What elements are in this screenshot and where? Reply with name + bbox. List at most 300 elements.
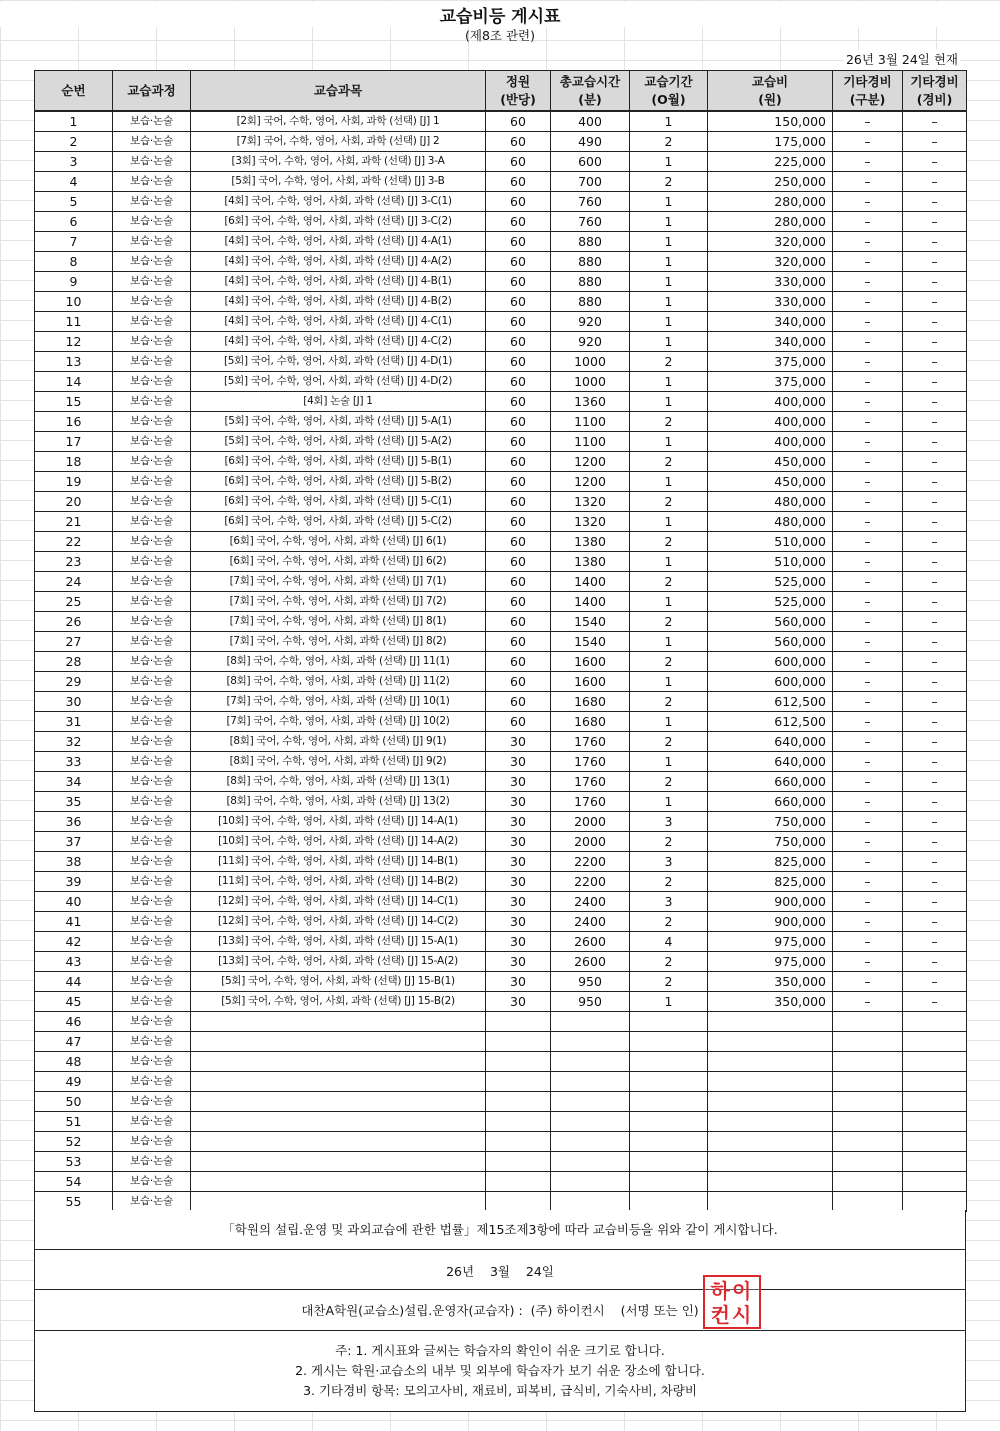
table-row (35, 692, 967, 712)
extra-type-value: – (833, 372, 903, 392)
course-name: 보습·논술 (113, 492, 191, 512)
fee-value: 450,000 (708, 452, 833, 472)
hours-value: 2400 (551, 912, 630, 932)
extra-type-value (833, 1112, 903, 1132)
operator-signature-line: 대찬A학원(교습소)설립.운영자(교습자) : (주) 하이컨시 (서명 또는 인) (301, 1303, 699, 1318)
course-name: 보습·논술 (113, 1032, 191, 1052)
course-name: 보습·논술 (113, 132, 191, 152)
period-value: 1 (630, 512, 708, 532)
hours-value: 1680 (551, 692, 630, 712)
subject-name: [10회] 국어, 수학, 영어, 사회, 과학 (선택) [J] 14-A(1) (191, 812, 486, 832)
capacity-value: 60 (486, 212, 551, 232)
row-number: 35 (35, 792, 113, 812)
footer-divider (35, 1289, 965, 1290)
extra-cost-value: – (903, 992, 967, 1012)
hours-value: 920 (551, 312, 630, 332)
course-name: 보습·논술 (113, 572, 191, 592)
period-value: 3 (630, 812, 708, 832)
fee-value: 900,000 (708, 912, 833, 932)
capacity-value (486, 1112, 551, 1132)
row-number: 49 (35, 1072, 113, 1092)
fee-value (708, 1012, 833, 1032)
subject-name: [6회] 국어, 수학, 영어, 사회, 과학 (선택) [J] 6(1) (191, 532, 486, 552)
hours-value (551, 1032, 630, 1052)
course-name: 보습·논술 (113, 672, 191, 692)
table-row (35, 572, 967, 592)
subject-name: [8회] 국어, 수학, 영어, 사회, 과학 (선택) [J] 13(2) (191, 792, 486, 812)
row-number: 45 (35, 992, 113, 1012)
footer-divider (35, 1330, 965, 1331)
course-name: 보습·논술 (113, 352, 191, 372)
period-value: 1 (630, 472, 708, 492)
extra-type-value: – (833, 532, 903, 552)
hours-value (551, 1092, 630, 1112)
table-row (35, 352, 967, 372)
subject-name: [6회] 국어, 수학, 영어, 사회, 과학 (선택) [J] 6(2) (191, 552, 486, 572)
extra-type-value: – (833, 392, 903, 412)
course-name: 보습·논술 (113, 192, 191, 212)
fee-value: 600,000 (708, 652, 833, 672)
subject-name (191, 1052, 486, 1072)
period-value: 2 (630, 732, 708, 752)
extra-cost-value: – (903, 392, 967, 412)
capacity-value: 60 (486, 672, 551, 692)
fee-value: 350,000 (708, 992, 833, 1012)
hours-value: 1760 (551, 772, 630, 792)
extra-type-value: – (833, 772, 903, 792)
subject-name: [5회] 국어, 수학, 영어, 사회, 과학 (선택) [J] 15-B(2) (191, 992, 486, 1012)
row-number: 11 (35, 312, 113, 332)
col-header-subject: 교습과목 (191, 71, 486, 112)
course-name: 보습·논술 (113, 812, 191, 832)
extra-cost-value: – (903, 312, 967, 332)
extra-cost-value: – (903, 692, 967, 712)
hours-value: 1320 (551, 492, 630, 512)
fee-value: 350,000 (708, 972, 833, 992)
course-name: 보습·논술 (113, 1132, 191, 1152)
extra-cost-value: – (903, 212, 967, 232)
extra-cost-value (903, 1072, 967, 1092)
row-number: 53 (35, 1152, 113, 1172)
extra-cost-value: – (903, 252, 967, 272)
subject-name: [3회] 국어, 수학, 영어, 사회, 과학 (선택) [J] 3-A (191, 152, 486, 172)
subject-name: [11회] 국어, 수학, 영어, 사회, 과학 (선택) [J] 14-B(1) (191, 852, 486, 872)
extra-type-value (833, 1072, 903, 1092)
table-row (35, 212, 967, 232)
course-name: 보습·논술 (113, 1052, 191, 1072)
table-row-empty (35, 1192, 967, 1212)
extra-type-value: – (833, 712, 903, 732)
extra-type-value: – (833, 452, 903, 472)
extra-type-value (833, 1092, 903, 1112)
period-value: 1 (630, 432, 708, 452)
course-name: 보습·논술 (113, 1172, 191, 1192)
extra-cost-value: – (903, 792, 967, 812)
subject-name: [4회] 국어, 수학, 영어, 사회, 과학 (선택) [J] 4-C(1) (191, 312, 486, 332)
extra-cost-value: – (903, 332, 967, 352)
extra-cost-value: – (903, 512, 967, 532)
subject-name: [6회] 국어, 수학, 영어, 사회, 과학 (선택) [J] 5-C(1) (191, 492, 486, 512)
period-value: 2 (630, 872, 708, 892)
extra-cost-value: – (903, 372, 967, 392)
capacity-value: 60 (486, 252, 551, 272)
fee-value (708, 1032, 833, 1052)
subject-name: [12회] 국어, 수학, 영어, 사회, 과학 (선택) [J] 14-C(2) (191, 912, 486, 932)
capacity-value (486, 1192, 551, 1212)
table-row (35, 392, 967, 412)
capacity-value: 30 (486, 792, 551, 812)
period-value: 2 (630, 612, 708, 632)
extra-type-value: – (833, 172, 903, 192)
course-name: 보습·논술 (113, 772, 191, 792)
fee-value: 480,000 (708, 512, 833, 532)
extra-type-value: – (833, 252, 903, 272)
extra-type-value: – (833, 132, 903, 152)
course-name: 보습·논술 (113, 172, 191, 192)
hours-value: 1540 (551, 612, 630, 632)
capacity-value: 30 (486, 752, 551, 772)
period-value: 1 (630, 552, 708, 572)
capacity-value: 30 (486, 772, 551, 792)
table-body (35, 111, 967, 1212)
hours-value: 1100 (551, 432, 630, 452)
hours-value: 2200 (551, 852, 630, 872)
capacity-value: 30 (486, 812, 551, 832)
extra-type-value: – (833, 412, 903, 432)
extra-cost-value: – (903, 292, 967, 312)
hours-value (551, 1152, 630, 1172)
capacity-value: 30 (486, 972, 551, 992)
table-row (35, 972, 967, 992)
capacity-value: 60 (486, 512, 551, 532)
extra-cost-value (903, 1172, 967, 1192)
subject-name: [4회] 국어, 수학, 영어, 사회, 과학 (선택) [J] 3-C(1) (191, 192, 486, 212)
capacity-value: 60 (486, 372, 551, 392)
table-row (35, 992, 967, 1012)
col-header-extra-type: 기타경비 (구분) (833, 71, 903, 112)
table-row-empty (35, 1052, 967, 1072)
fee-value: 320,000 (708, 232, 833, 252)
capacity-value: 60 (486, 111, 551, 132)
period-value (630, 1172, 708, 1192)
subject-name: [8회] 국어, 수학, 영어, 사회, 과학 (선택) [J] 13(1) (191, 772, 486, 792)
hours-value: 880 (551, 272, 630, 292)
table-row (35, 732, 967, 752)
fee-value: 612,500 (708, 712, 833, 732)
extra-cost-value: – (903, 132, 967, 152)
extra-cost-value: – (903, 152, 967, 172)
row-number: 19 (35, 472, 113, 492)
extra-type-value: – (833, 312, 903, 332)
subject-name: [7회] 국어, 수학, 영어, 사회, 과학 (선택) [J] 7(1) (191, 572, 486, 592)
table-row (35, 812, 967, 832)
extra-type-value: – (833, 872, 903, 892)
col-header-course: 교습과정 (113, 71, 191, 112)
table-row (35, 252, 967, 272)
table-row (35, 892, 967, 912)
capacity-value: 60 (486, 692, 551, 712)
as-of-date: 26년 3월 24일 현재 (845, 52, 958, 67)
row-number: 43 (35, 952, 113, 972)
fee-value (708, 1172, 833, 1192)
fee-value (708, 1112, 833, 1132)
extra-cost-value: – (903, 672, 967, 692)
extra-type-value: – (833, 332, 903, 352)
period-value (630, 1012, 708, 1032)
course-name: 보습·논술 (113, 692, 191, 712)
row-number: 23 (35, 552, 113, 572)
table-row (35, 292, 967, 312)
period-value: 2 (630, 972, 708, 992)
capacity-value (486, 1032, 551, 1052)
period-value: 1 (630, 792, 708, 812)
subject-name: [11회] 국어, 수학, 영어, 사회, 과학 (선택) [J] 14-B(2) (191, 872, 486, 892)
table-row-empty (35, 1012, 967, 1032)
period-value: 2 (630, 692, 708, 712)
period-value: 1 (630, 212, 708, 232)
hours-value: 2200 (551, 872, 630, 892)
hours-value (551, 1012, 630, 1032)
hours-value: 1380 (551, 532, 630, 552)
law-statement: 「학원의 설립.운영 및 과외교습에 관한 법률」제15조제3항에 따라 교습비등을 위와 같이 게시합니다. (222, 1222, 778, 1237)
course-name: 보습·논술 (113, 232, 191, 252)
capacity-value (486, 1052, 551, 1072)
col-header-period: 교습기간 (O월) (630, 71, 708, 112)
extra-cost-value (903, 1112, 967, 1132)
period-value (630, 1192, 708, 1212)
subject-name (191, 1012, 486, 1032)
course-name: 보습·논술 (113, 652, 191, 672)
row-number: 55 (35, 1192, 113, 1212)
extra-type-value (833, 1172, 903, 1192)
extra-cost-value (903, 1052, 967, 1072)
extra-type-value: – (833, 992, 903, 1012)
course-name: 보습·논술 (113, 432, 191, 452)
course-name: 보습·논술 (113, 712, 191, 732)
row-number: 15 (35, 392, 113, 412)
hours-value: 880 (551, 252, 630, 272)
hours-value: 1200 (551, 472, 630, 492)
table-row (35, 592, 967, 612)
period-value: 2 (630, 492, 708, 512)
extra-type-value: – (833, 852, 903, 872)
fee-value (708, 1052, 833, 1072)
fee-value: 825,000 (708, 852, 833, 872)
fee-value: 660,000 (708, 772, 833, 792)
extra-type-value: – (833, 972, 903, 992)
row-number: 29 (35, 672, 113, 692)
capacity-value: 60 (486, 292, 551, 312)
hours-value: 1400 (551, 572, 630, 592)
extra-type-value: – (833, 432, 903, 452)
extra-type-value (833, 1132, 903, 1152)
extra-cost-value: – (903, 712, 967, 732)
extra-cost-value (903, 1092, 967, 1112)
extra-cost-value: – (903, 232, 967, 252)
extra-cost-value: – (903, 432, 967, 452)
row-number: 1 (35, 111, 113, 132)
table-row-empty (35, 1032, 967, 1052)
table-row-empty (35, 1132, 967, 1152)
subject-name (191, 1152, 486, 1172)
subject-name: [4회] 국어, 수학, 영어, 사회, 과학 (선택) [J] 4-A(2) (191, 252, 486, 272)
capacity-value: 60 (486, 412, 551, 432)
course-name: 보습·논술 (113, 892, 191, 912)
fee-table (34, 70, 967, 1212)
period-value (630, 1052, 708, 1072)
row-number: 22 (35, 532, 113, 552)
capacity-value: 60 (486, 452, 551, 472)
period-value: 1 (630, 592, 708, 612)
table-row (35, 412, 967, 432)
extra-cost-value (903, 1192, 967, 1212)
extra-type-value: – (833, 352, 903, 372)
subject-name (191, 1092, 486, 1112)
extra-type-value (833, 1032, 903, 1052)
fee-value (708, 1192, 833, 1212)
course-name: 보습·논술 (113, 532, 191, 552)
row-number: 52 (35, 1132, 113, 1152)
subject-name: [13회] 국어, 수학, 영어, 사회, 과학 (선택) [J] 15-A(2) (191, 952, 486, 972)
extra-type-value: – (833, 932, 903, 952)
row-number: 5 (35, 192, 113, 212)
row-number: 54 (35, 1172, 113, 1192)
course-name: 보습·논술 (113, 272, 191, 292)
course-name: 보습·논술 (113, 912, 191, 932)
course-name: 보습·논술 (113, 152, 191, 172)
capacity-value: 60 (486, 152, 551, 172)
subject-name: [4회] 국어, 수학, 영어, 사회, 과학 (선택) [J] 4-C(2) (191, 332, 486, 352)
subject-name: [5회] 국어, 수학, 영어, 사회, 과학 (선택) [J] 15-B(1) (191, 972, 486, 992)
fee-value: 375,000 (708, 372, 833, 392)
table-row (35, 912, 967, 932)
note-item: 2. 게시는 학원·교습소의 내부 및 외부에 학습자가 보기 쉬운 장소에 합니다. (295, 1363, 705, 1378)
hours-value (551, 1172, 630, 1192)
period-value (630, 1112, 708, 1132)
row-number: 36 (35, 812, 113, 832)
fee-value: 510,000 (708, 552, 833, 572)
table-row-empty (35, 1172, 967, 1192)
period-value (630, 1072, 708, 1092)
row-number: 31 (35, 712, 113, 732)
table-row (35, 472, 967, 492)
note-item: 주: 1. 게시표와 글씨는 학습자의 확인이 쉬운 크기로 합니다. (335, 1343, 665, 1358)
row-number: 12 (35, 332, 113, 352)
extra-type-value: – (833, 111, 903, 132)
subject-name: [5회] 국어, 수학, 영어, 사회, 과학 (선택) [J] 5-A(2) (191, 432, 486, 452)
course-name: 보습·논술 (113, 952, 191, 972)
fee-value: 560,000 (708, 632, 833, 652)
table-row (35, 752, 967, 772)
hours-value: 920 (551, 332, 630, 352)
period-value: 2 (630, 132, 708, 152)
subject-name: [10회] 국어, 수학, 영어, 사회, 과학 (선택) [J] 14-A(2) (191, 832, 486, 852)
col-header-fee: 교습비 (원) (708, 71, 833, 112)
period-value: 1 (630, 232, 708, 252)
capacity-value (486, 1132, 551, 1152)
period-value (630, 1032, 708, 1052)
course-name: 보습·논술 (113, 752, 191, 772)
period-value: 2 (630, 772, 708, 792)
capacity-value: 60 (486, 652, 551, 672)
period-value: 2 (630, 912, 708, 932)
page-subtitle: (제8조 관련) (465, 28, 535, 43)
hours-value: 1760 (551, 752, 630, 772)
capacity-value: 30 (486, 872, 551, 892)
table-row (35, 672, 967, 692)
course-name: 보습·논술 (113, 512, 191, 532)
subject-name: [13회] 국어, 수학, 영어, 사회, 과학 (선택) [J] 15-A(1) (191, 932, 486, 952)
hours-value: 1680 (551, 712, 630, 732)
capacity-value: 60 (486, 132, 551, 152)
extra-type-value (833, 1192, 903, 1212)
table-row (35, 872, 967, 892)
table-row (35, 652, 967, 672)
course-name: 보습·논술 (113, 252, 191, 272)
extra-cost-value (903, 1032, 967, 1052)
extra-cost-value: – (903, 852, 967, 872)
table-row-empty (35, 1072, 967, 1092)
period-value (630, 1092, 708, 1112)
extra-cost-value: – (903, 812, 967, 832)
subject-name (191, 1172, 486, 1192)
fee-value: 660,000 (708, 792, 833, 812)
extra-type-value: – (833, 592, 903, 612)
capacity-value: 30 (486, 732, 551, 752)
course-name: 보습·논술 (113, 332, 191, 352)
col-header-no: 순번 (35, 71, 113, 112)
hours-value: 2600 (551, 932, 630, 952)
fee-value: 280,000 (708, 192, 833, 212)
row-number: 13 (35, 352, 113, 372)
extra-type-value: – (833, 952, 903, 972)
hours-value: 1540 (551, 632, 630, 652)
fee-value: 612,500 (708, 692, 833, 712)
period-value: 1 (630, 392, 708, 412)
course-name: 보습·논술 (113, 1092, 191, 1112)
capacity-value: 60 (486, 352, 551, 372)
extra-type-value: – (833, 752, 903, 772)
capacity-value: 60 (486, 192, 551, 212)
fee-value: 975,000 (708, 932, 833, 952)
extra-type-value: – (833, 492, 903, 512)
extra-type-value: – (833, 612, 903, 632)
course-name: 보습·논술 (113, 452, 191, 472)
extra-cost-value: – (903, 111, 967, 132)
fee-value: 525,000 (708, 572, 833, 592)
hours-value: 1000 (551, 352, 630, 372)
fee-value: 600,000 (708, 672, 833, 692)
extra-cost-value: – (903, 532, 967, 552)
course-name: 보습·논술 (113, 852, 191, 872)
course-name: 보습·논술 (113, 1072, 191, 1092)
period-value: 2 (630, 172, 708, 192)
row-number: 32 (35, 732, 113, 752)
extra-type-value: – (833, 572, 903, 592)
subject-name (191, 1112, 486, 1132)
row-number: 6 (35, 212, 113, 232)
capacity-value: 60 (486, 612, 551, 632)
hours-value (551, 1072, 630, 1092)
extra-type-value: – (833, 792, 903, 812)
hours-value: 1400 (551, 592, 630, 612)
table-row (35, 372, 967, 392)
row-number: 48 (35, 1052, 113, 1072)
table-row (35, 432, 967, 452)
fee-value (708, 1132, 833, 1152)
table-row (35, 312, 967, 332)
table-row (35, 332, 967, 352)
